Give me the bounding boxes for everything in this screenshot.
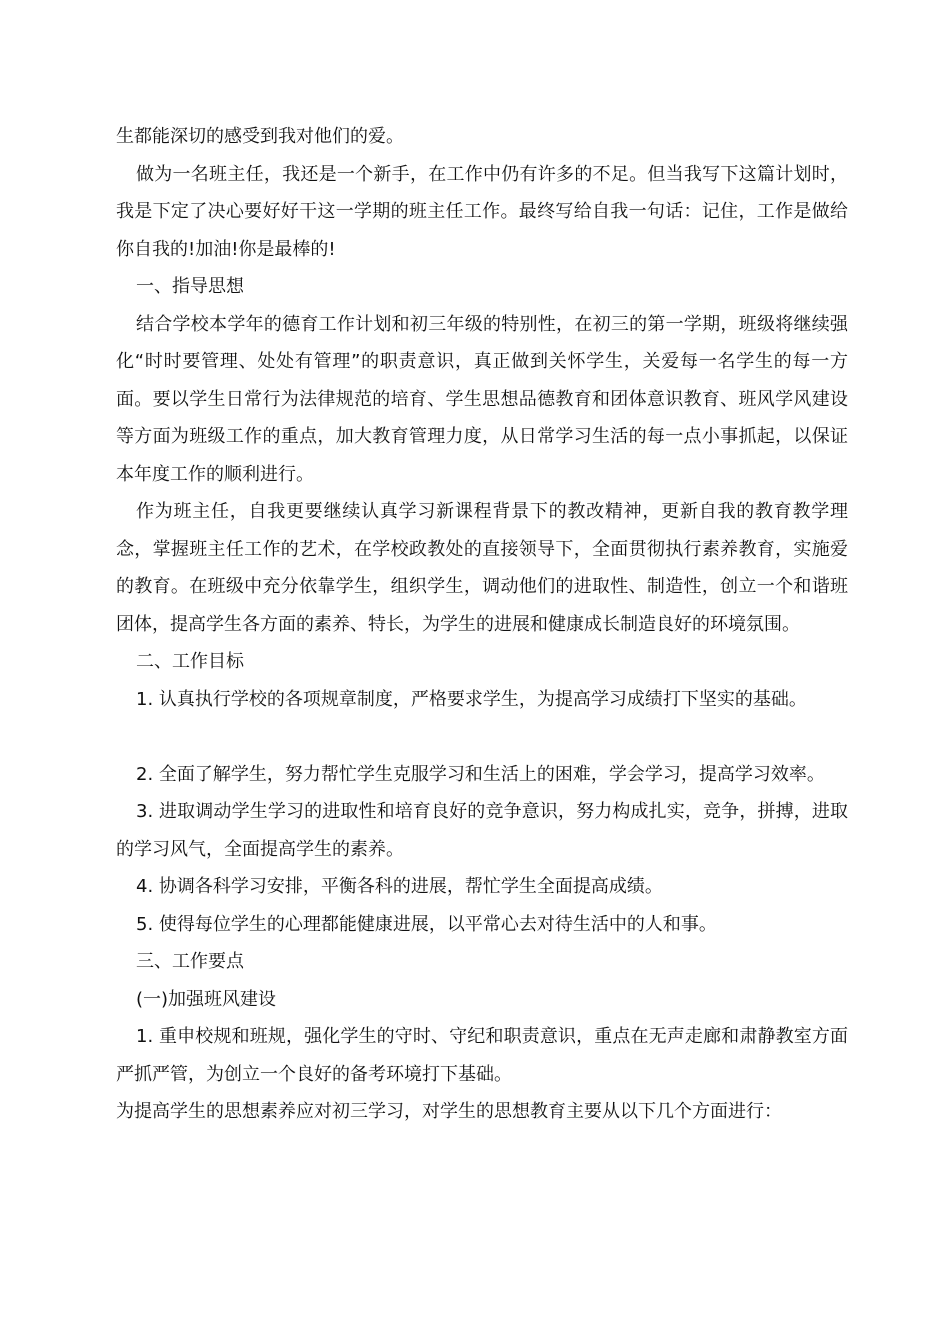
document-body xyxy=(116,118,848,1131)
paragraph-closing-remarks: 做为一名班主任，我还是一个新手，在工作中仍有许多的不足。但当我写下这篇计划时，我是下定了决心要好好干这一学期的班主任工作。最终写给自我一句话：记住，工作是做给你自我的!加油!你是最棒的! xyxy=(116,163,848,260)
paragraph-guiding-ideology: 结合学校本学年的德育工作计划和初三年级的特别性，在初三的第一学期，班级将继续强化“时时要管理、处处有管理”的职责意识，真正做到关怀学生，关爱每一名学生的每一方面。要以学生日常行为法律规范的培育、学生思想品德教育和团体意识教育、班风学风建设等方面为班级工作的重点，加大教育管理力度，从日常学习生活的每一点小事抓起，以保证本年度工作的顺利进行。 xyxy=(116,313,848,485)
goal-item-2: 2. 全面了解学生，努力帮忙学生克服学习和生活上的困难，学会学习，提高学习效率。 xyxy=(136,763,825,785)
section-heading-work-goals: 二、工作目标 xyxy=(136,651,244,672)
goal-item-3: 3. 进取调动学生学习的进取性和培育良好的竞争意识，努力构成扎实，竞争，拼搏，进取的学习风气，全面提高学生的素养。 xyxy=(116,801,848,860)
section-heading-work-points: 三、工作要点 xyxy=(136,951,244,972)
subsection-heading-class-culture: (一)加强班风建设 xyxy=(136,988,277,1010)
goal-item-1: 1. 认真执行学校的各项规章制度，严格要求学生，为提高学习成绩打下坚实的基础。 xyxy=(136,688,807,710)
goal-item-5: 5. 使得每位学生的心理都能健康进展，以平常心去对待生活中的人和事。 xyxy=(136,913,717,935)
section-heading-guiding-ideology: 一、指导思想 xyxy=(136,276,244,297)
work-point-item-1: 1. 重申校规和班规，强化学生的守时、守纪和职责意识，重点在无声走廊和肃静教室方面严抓严管，为创立一个良好的备考环境打下基础。 xyxy=(116,1026,848,1085)
paragraph-continuation: 生都能深切的感受到我对他们的爱。 xyxy=(116,126,404,147)
paragraph-ideological-education: 为提高学生的思想素养应对初三学习，对学生的思想教育主要从以下几个方面进行： xyxy=(116,1101,782,1122)
goal-item-4: 4. 协调各科学习安排，平衡各科的进展，帮忙学生全面提高成绩。 xyxy=(136,876,663,897)
paragraph-teacher-role: 作为班主任，自我更要继续认真学习新课程背景下的教改精神，更新自我的教育教学理念，掌握班主任工作的艺术，在学校政教处的直接领导下，全面贯彻执行素养教育，实施爱的教育。在班级中充分依靠学生，组织学生，调动他们的进取性、制造性，创立一个和谐班团体，提高学生各方面的素养、特长，为学生的进展和健康成长制造良好的环境氛围。 xyxy=(116,501,848,635)
